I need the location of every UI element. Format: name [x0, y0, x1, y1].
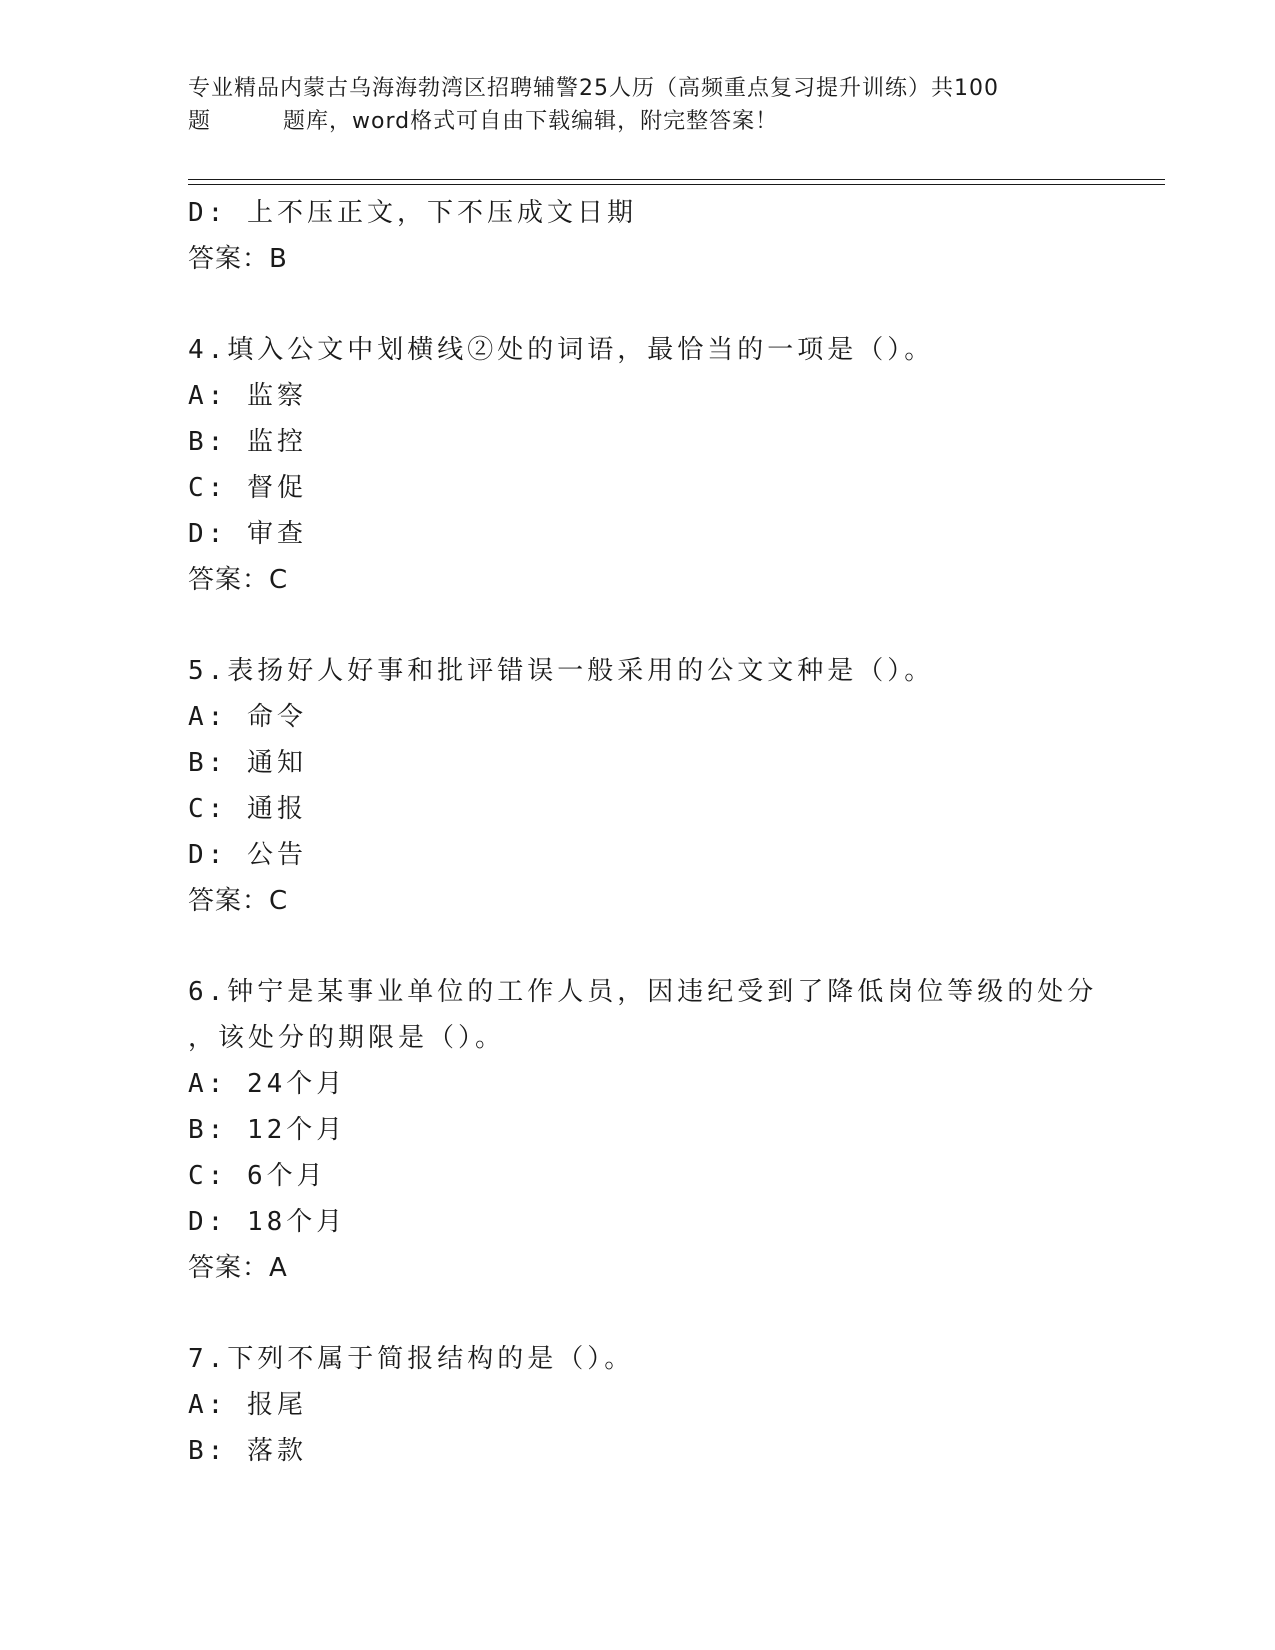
question-text: 7.下列不属于简报结构的是（）。 [188, 1344, 635, 1374]
document-header [188, 72, 1088, 138]
question-block [188, 190, 1165, 282]
option-line: C: 通报 [188, 794, 307, 824]
header-divider-bottom [188, 184, 1165, 185]
question-block [188, 327, 1165, 603]
option-line: C: 督促 [188, 473, 307, 503]
question-block [188, 1336, 1165, 1474]
option-line: A: 监察 [188, 381, 307, 411]
option-line: B: 12个月 [188, 1115, 347, 1145]
header-line-2-start: 题 [188, 109, 212, 134]
option-line: B: 监控 [188, 427, 307, 457]
answer-line: 答案：C [188, 565, 289, 595]
question-block [188, 648, 1165, 924]
answer-line: 答案：A [188, 1253, 288, 1283]
header-line-1: 专业精品内蒙古乌海海勃湾区招聘辅警25人历（高频重点复习提升训练）共100 [188, 76, 999, 101]
question-text: 5.表扬好人好事和批评错误一般采用的公文文种是（）。 [188, 656, 935, 686]
question-block [188, 969, 1165, 1291]
option-line: ，该处分的期限是（）。 [188, 1023, 506, 1053]
answer-line: 答案：C [188, 886, 289, 916]
option-line: A: 24个月 [188, 1069, 347, 1099]
option-line: A: 报尾 [188, 1390, 307, 1420]
header-line-2 [188, 105, 1088, 138]
option-line: C: 6个月 [188, 1161, 327, 1191]
option-line: D: 18个月 [188, 1207, 347, 1237]
option-line: B: 通知 [188, 748, 307, 778]
question-text: 6.钟宁是某事业单位的工作人员，因违纪受到了降低岗位等级的处分 [188, 977, 1098, 1007]
question-content [188, 190, 1165, 1474]
option-line: D: 审查 [188, 519, 307, 549]
header-line-2-end: 题库，word格式可自由下载编辑，附完整答案！ [283, 109, 779, 134]
question-text: 4.填入公文中划横线②处的词语，最恰当的一项是（）。 [188, 335, 935, 365]
option-line: D: 公告 [188, 840, 307, 870]
option-line: D: 上不压正文，下不压成文日期 [188, 198, 637, 228]
answer-line: 答案：B [188, 244, 288, 274]
option-line: A: 命令 [188, 702, 307, 732]
header-divider-top [188, 179, 1165, 180]
option-line: B: 落款 [188, 1436, 307, 1466]
